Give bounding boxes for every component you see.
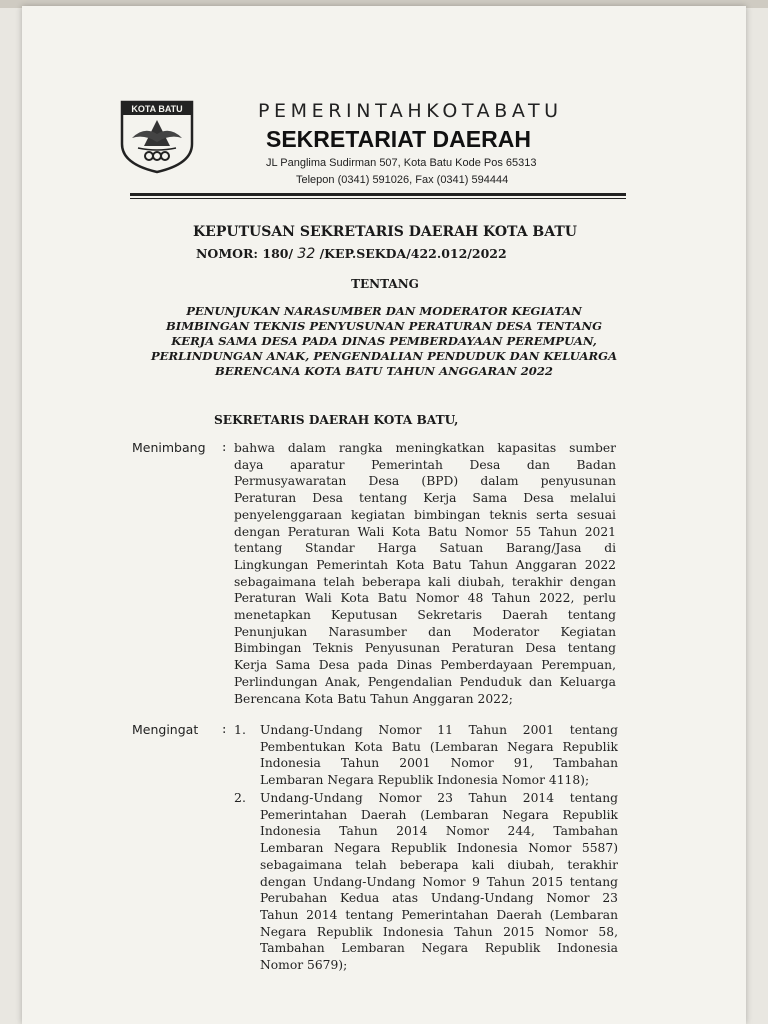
decision-number-prefix: NOMOR: 180/	[196, 246, 294, 261]
menimbang-line: Bimbingan Teknis Penyusunan Peraturan Desa tentang	[234, 641, 616, 656]
menimbang-line: Permusyawaratan Desa (BPD) dalam penyusunan	[234, 474, 616, 489]
menimbang-line: dengan Peraturan Wali Kota Batu Nomor 55 Tahun 2021	[234, 524, 616, 539]
mengingat-line: Lembaran Negara Republik Indonesia Nomor 5587)	[260, 841, 618, 856]
menimbang-line: Peraturan Wali Kota Batu Nomor 48 Tahun 2022, perlu	[234, 591, 616, 606]
subject-line: BIMBINGAN TEKNIS PENYUSUNAN PERATURAN DESA TENTANG	[165, 319, 603, 333]
mengingat-item-number: 1.	[234, 722, 246, 737]
menimbang-line: daya aparatur Pemerintah Desa dan Badan	[234, 457, 616, 472]
menimbang-line: Kerja Sama Desa pada Dinas Pemberdayaan Perempuan,	[234, 658, 616, 673]
mengingat-line: Nomor 5679);	[260, 958, 348, 973]
mengingat-colon: :	[222, 722, 227, 737]
menimbang-colon: :	[222, 440, 227, 455]
menimbang-line: bahwa dalam rangka meningkatkan kapasitas sumber	[234, 441, 616, 455]
letterhead-rule-thin	[130, 198, 626, 199]
decision-number-handwritten: 32	[297, 246, 316, 262]
decision-number-suffix: /KEP.SEKDA/422.012/2022	[319, 246, 507, 261]
mengingat-label: Mengingat	[132, 722, 199, 737]
mengingat-line: Tahun 2014 tentang Pemerintahan Daerah (Lembaran	[260, 907, 618, 922]
mengingat-line: Tambahan Lembaran Negara Republik Indonesia	[260, 941, 618, 956]
mengingat-line: Pembentukan Kota Batu (Lembaran Negara Republik	[260, 739, 618, 754]
mengingat-line: Perubahan Kedua atas Undang-Undang Nomor 23	[260, 891, 618, 906]
emblem-lettering: KOTA BATU	[131, 104, 183, 114]
menimbang-line: Berencana Kota Batu Tahun Anggaran 2022;	[234, 691, 513, 706]
menimbang-line: sebagaimana telah beberapa kali diubah, terakhir dengan	[234, 574, 616, 589]
mengingat-line: sebagaimana telah beberapa kali diubah, terakhir	[260, 857, 618, 872]
mengingat-line: Pemerintahan Daerah (Lembaran Negara Republik	[260, 807, 618, 822]
subject-line: PERLINDUNGAN ANAK, PENGENDALIAN PENDUDUK DAN KELUARGA	[150, 349, 618, 363]
government-name: PEMERINTAHKOTABATU	[258, 100, 563, 122]
subject-line: PENUNJUKAN NARASUMBER DAN MODERATOR KEGIATAN	[186, 304, 582, 318]
office-phone: Telepon (0341) 591026, Fax (0341) 594444	[296, 174, 509, 186]
letterhead-rule-thick	[130, 193, 626, 196]
mengingat-line: Indonesia Tahun 2001 Nomor 91, Tambahan	[260, 756, 618, 771]
mengingat-line: dengan Undang-Undang Nomor 9 Tahun 2015 tentang	[260, 874, 618, 889]
kota-batu-emblem-icon	[118, 98, 196, 174]
menimbang-paragraph	[234, 440, 616, 707]
subject-line: BERENCANA KOTA BATU TAHUN ANGGARAN 2022	[215, 364, 553, 378]
menimbang-line: Perlindungan Anak, Pengendalian Penduduk dan Keluarga	[234, 674, 616, 689]
menimbang-label: Menimbang	[132, 440, 206, 455]
decision-title: KEPUTUSAN SEKRETARIS DAERAH KOTA BATU	[193, 224, 577, 240]
decision-number	[196, 246, 576, 262]
mengingat-line: Negara Republik Indonesia Tahun 2015 Nomor 58,	[260, 924, 618, 939]
mengingat-item-1	[260, 722, 618, 789]
decision-subject	[128, 304, 640, 379]
menimbang-line: Lingkungan Pemerintah Kota Batu Tahun Anggaran 2022	[234, 557, 616, 572]
menimbang-line: tentang Standar Harga Satuan Barang/Jasa di	[234, 541, 616, 556]
office-address: JL Panglima Sudirman 507, Kota Batu Kode Pos 65313	[266, 157, 537, 169]
menimbang-line: Penunjukan Narasumber dan Moderator Kegiatan	[234, 624, 616, 639]
mengingat-item-number: 2.	[234, 790, 246, 805]
mengingat-line: Indonesia Tahun 2014 Nomor 244, Tambahan	[260, 824, 618, 839]
menimbang-line: Peraturan Desa tentang Kerja Sama Desa melalui	[234, 491, 616, 506]
menimbang-line: menetapkan Keputusan Sekretaris Daerah tentang	[234, 608, 616, 623]
about-heading: TENTANG	[351, 277, 419, 291]
issuer-heading: SEKRETARIS DAERAH KOTA BATU,	[214, 413, 459, 427]
subject-line: KERJA SAMA DESA PADA DINAS PEMBERDAYAAN PEREMPUAN,	[171, 334, 597, 348]
mengingat-line: Undang-Undang Nomor 11 Tahun 2001 tentang	[260, 723, 618, 737]
office-name: SEKRETARIAT DAERAH	[266, 126, 531, 152]
mengingat-line: Undang-Undang Nomor 23 Tahun 2014 tentang	[260, 791, 618, 805]
mengingat-line: Lembaran Negara Republik Indonesia Nomor 4118);	[260, 773, 590, 788]
menimbang-line: penyelenggaraan kegiatan bimbingan teknis serta sesuai	[234, 507, 616, 522]
mengingat-item-2	[260, 790, 618, 974]
